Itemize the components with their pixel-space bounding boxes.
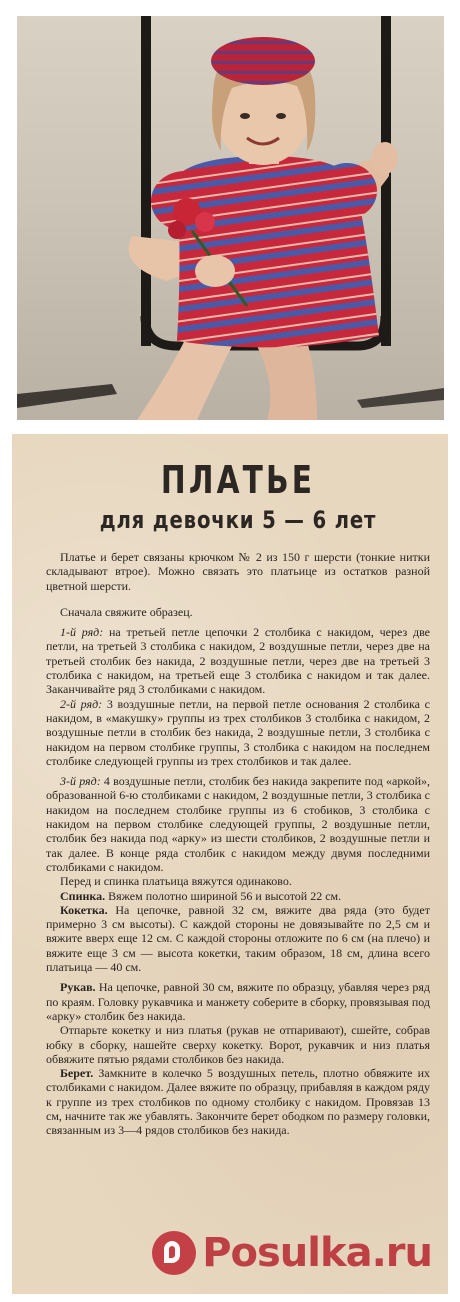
paragraph-back: Спинка. Вяжем полотно шириной 56 и высотой 22 см. <box>60 888 342 903</box>
photo-illustration <box>17 16 444 420</box>
paragraph-intro: Платье и берет связаны крючком № 2 из 150 г шерсти (тонкие нитки складывают втрое). Можно связать это платьице из остатков разной цветной шерсти. <box>46 550 430 593</box>
watermark <box>152 1230 432 1276</box>
paragraph-row-3: 3-й ряд: 4 воздушные петли, столбик без накида закрепите под «аркой», образованной 6-ю столбиками с накидом, 2 воздушные петли, 3 столбика с накидом на последнем столбике группы из 6 стобиков, 3 столбика с накидом на первом столбике следующей группы, 2 воздушные петли, столбик без накида под «арку» из шести столбиков, 2 воздушные петли и так далее. В конце ряда столбик с накидом между двумя последними столбиками с накидом. <box>46 774 430 874</box>
article-card <box>12 434 448 1294</box>
paragraph-row-2: 2-й ряд: 3 воздушные петли, на первой петле основания 2 столбика с накидом, в «макушку» группы из трех столбиков 3 столбика с накидом, 2 воздушные петли в столбик без накида, 2 воздушные петли, 3 столбика с накидом на первом столбике группы, 3 столбика с накидом на последнем столбике следующей группы из трех столбиков и так далее. <box>46 696 430 768</box>
paragraph-row-1: 1-й ряд: на третьей петле цепочки 2 столбика с накидом, через две петли, на третьей 3 столбика с накидом, 2 воздушные петли, через две на третьей столбик без накида, 2 воздушные петли, через две на третьей 3 столбика с накидом, на третьей еще 3 столбика с накидом и так далее. Заканчивайте ряд 3 столбиками с накидом. <box>46 625 431 697</box>
paragraph-yoke: Кокетка. На цепочке, равной 32 см, вяжите два ряда (это будет примерно 3 см высоты). С каждой стороны не довязывайте по 2,5 см и вяжите вверх еще 12 см. С каждой стороны отложите по 6 см (на плечо) и вяжите еще 3 см — высота кокетки, таким образом, 18 см, длина всего платьица — 40 см. <box>46 902 430 975</box>
paragraph-sample: Сначала свяжите образец. <box>60 604 193 619</box>
article-subtitle: для девочки 5 — 6 лет <box>99 506 377 534</box>
paragraph-sleeve: Рукав. На цепочке, равной 30 см, вяжите по образцу, убавляя через ряд по краям. Головку рукавчика и манжету соберите в сборку, провязывая под «арку» столбик без накида. <box>46 980 430 1023</box>
watermark-text: Posulka.ru <box>202 1230 432 1276</box>
paragraph-front-back: Перед и спинка платьица вяжутся одинаково. <box>60 874 292 889</box>
paragraph-beret: Берет. Замкните в колечко 5 воздушных петель, плотно обвяжите их столбиками с накидом. Далее вяжите по образцу, прибавляя в каждом ряду к группе из трех столбиков по одному столбику с накидом. Провязав 13 см, начните так же убавлять. Закончите берет ободком по размеру головки, связанным из 3—4 рядов столбиков без накида. <box>46 1066 430 1138</box>
article-body <box>46 550 430 1138</box>
paragraph-assembly: Отпарьте кокетку и низ платья (рукав не отпаривают), сшейте, собрав юбку в сборку, нашейте сверху кокетку. Ворот, рукавчик и низ платья обвяжите пятью рядами столбиков без накида. <box>46 1023 430 1066</box>
photo-girl-on-swing <box>17 16 444 420</box>
posulka-logo-icon <box>152 1231 196 1275</box>
article-title: ПЛАТЬЕ <box>160 458 316 502</box>
